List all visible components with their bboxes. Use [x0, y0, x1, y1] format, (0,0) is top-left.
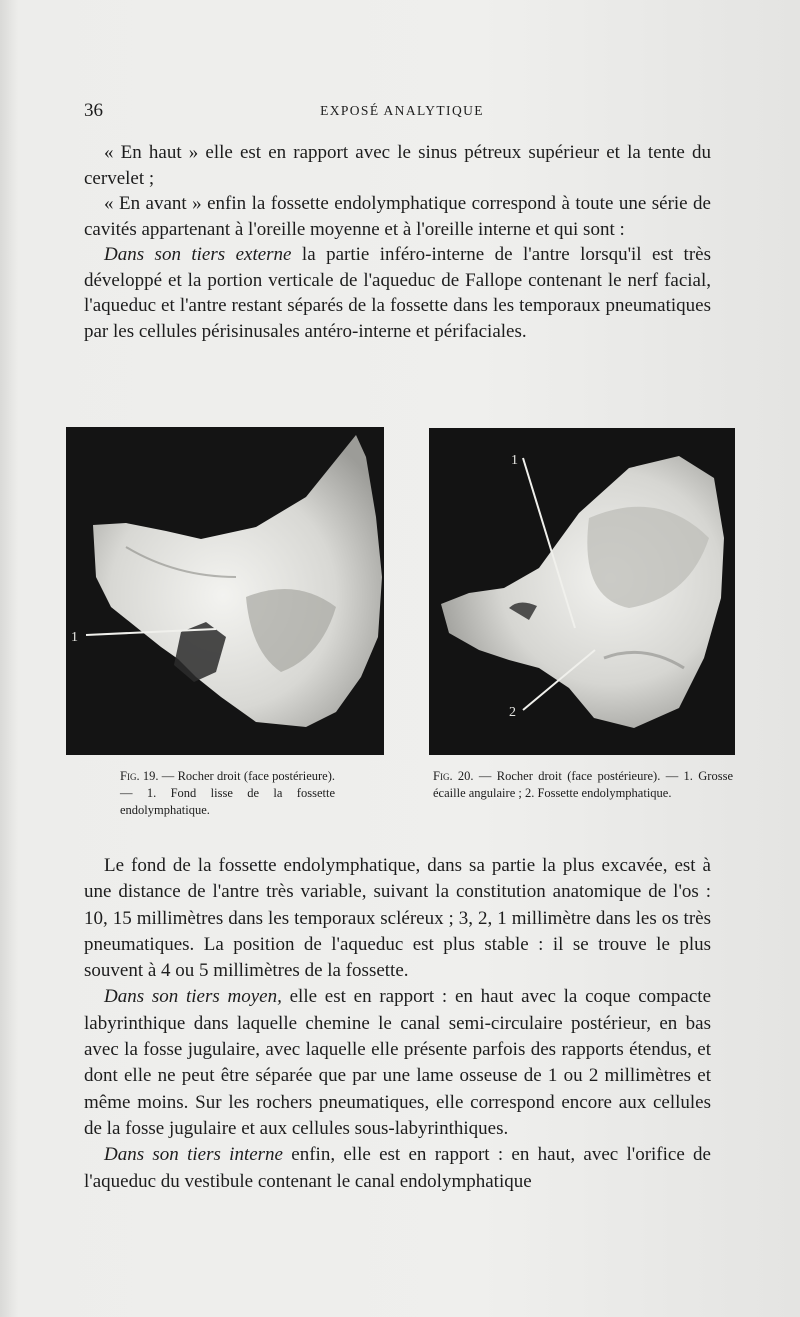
paragraph: « En haut » elle est en rapport avec le sinus pétreux supérieur et la tente du cervelet ;	[84, 142, 711, 189]
petrous-bone-illustration	[66, 427, 384, 755]
page-header	[84, 100, 720, 124]
figure-19-label-1: 1	[71, 630, 78, 645]
paragraph-lead: Dans son tiers moyen,	[104, 986, 282, 1008]
figure-20-label-2: 2	[509, 705, 516, 720]
top-text-block	[84, 140, 711, 344]
running-title: EXPOSÉ ANALYTIQUE	[320, 103, 484, 118]
paragraph: Dans son tiers interne enfin, elle est en rapport : en haut, avec l'orifice de l'aqueduc du vestibule contenant le canal endolymphatique	[84, 1144, 711, 1192]
bottom-text-block	[84, 853, 711, 1195]
paragraph: Dans son tiers moyen, elle est en rapport : en haut avec la coque compacte labyrinthique dans laquelle chemine le canal semi-circulaire postérieur, en bas avec la fosse jugulaire, avec laquelle elle présente parfois des rapports étendus, et dont elle ne peut être séparée que par une lame osseuse de 1 ou 2 millimètres et même moins. Sur les rochers pneumatiques, elle correspond encore aux cellules de la fosse jugulaire et aux cellules sous-labyrinthiques.	[84, 986, 711, 1139]
figure-20-caption: Fig. 20. — Rocher droit (face postérieure). — 1. Grosse écaille angulaire ; 2. Fossette endolymphatique.	[433, 769, 733, 800]
figure-20-label-1: 1	[511, 453, 518, 468]
paragraph-lead: Dans son tiers externe	[104, 244, 292, 265]
paragraph: Le fond de la fossette endolymphatique, dans sa partie la plus excavée, est à une distance de l'antre très variable, suivant la constitution anatomique de l'os : 10, 15 millimètres dans les temporaux scléreux ; 3, 2, 1 millimètre dans les os très pneumatiques. La position de l'aqueduc est plus stable : il se trouve le plus souvent à 4 ou 5 millimètres de la fossette.	[84, 855, 711, 982]
paragraph-lead: Dans son tiers interne	[104, 1144, 283, 1166]
figure-19-photo	[66, 427, 384, 755]
figure-20-photo	[429, 428, 735, 755]
paragraph: Dans son tiers externe la partie inféro-interne de l'antre lorsqu'il est très développé et la portion verticale de l'aqueduc de Fallope contenant le nerf facial, l'aqueduc et l'antre restant séparés de la fossette dans les temporaux pneumatiques par les cellules périsinusales antéro-interne et périfaciales.	[84, 244, 711, 342]
figure-19-caption: Fig. 19. — Rocher droit (face postérieure). — 1. Fond lisse de la fossette endolymphatique.	[120, 769, 335, 817]
petrous-bone-illustration	[429, 428, 735, 755]
page-number: 36	[84, 100, 103, 121]
paragraph: « En avant » enfin la fossette endolymphatique correspond à toute une série de cavités appartenant à l'oreille moyenne et à l'oreille interne et qui sont :	[84, 193, 711, 240]
